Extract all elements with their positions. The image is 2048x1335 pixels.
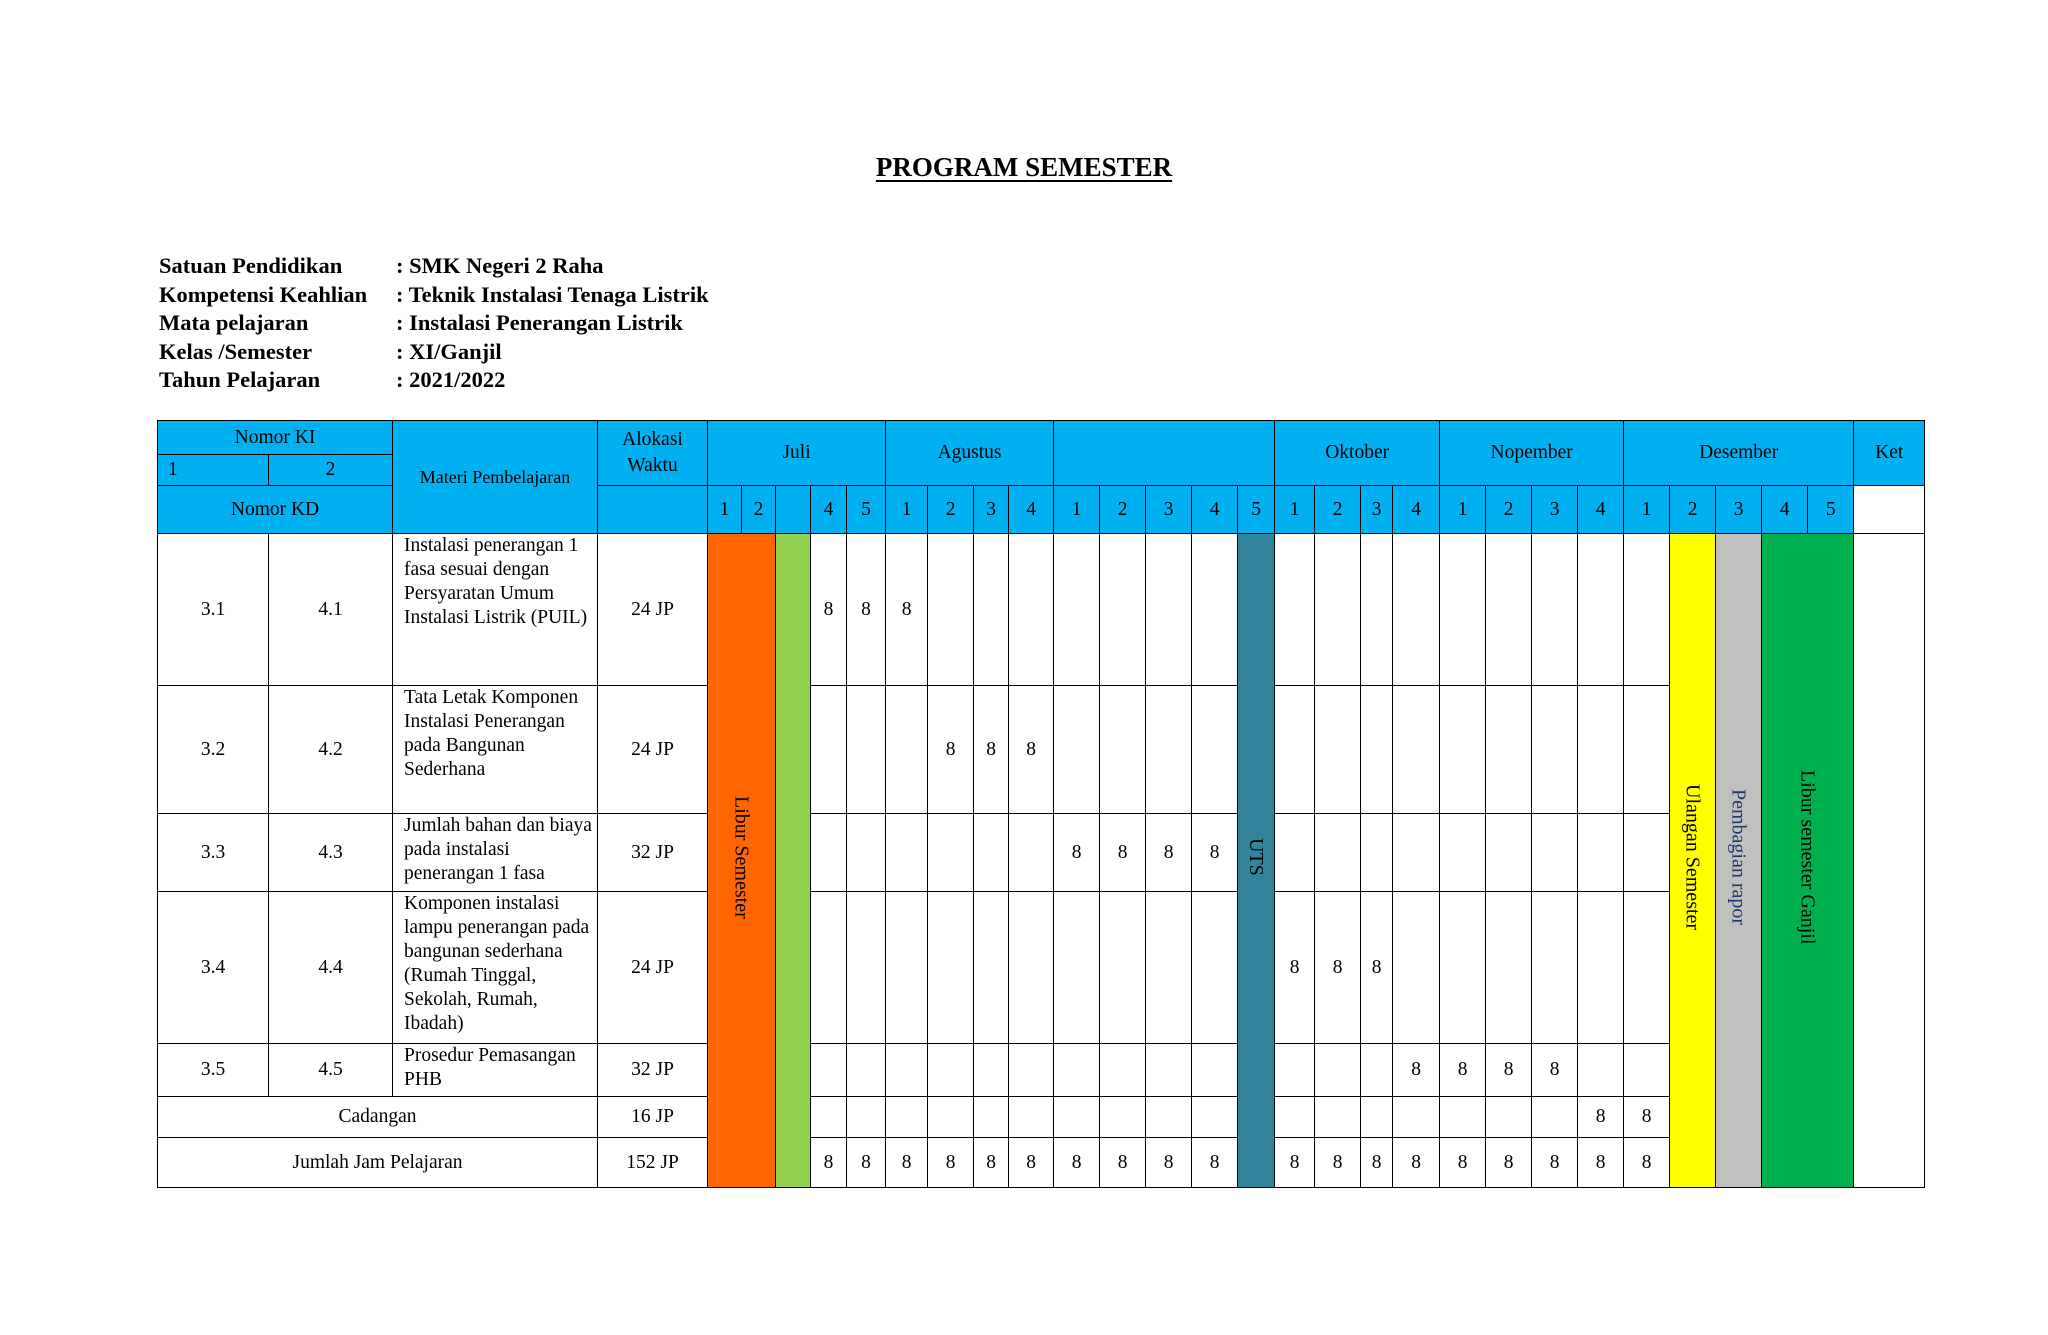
week-cell xyxy=(1624,1044,1670,1097)
week-cell: 8 xyxy=(1440,1138,1486,1188)
week-cell: 8 xyxy=(811,1138,847,1188)
week-cell xyxy=(1100,1097,1146,1138)
materi-text: Jumlah bahan dan biaya pada instalasi penerangan 1 fasa xyxy=(393,814,598,892)
table-row xyxy=(158,1044,1925,1097)
week-cell xyxy=(1361,814,1393,892)
week-cell: 8 xyxy=(1361,1138,1393,1188)
info-value: : 2021/2022 xyxy=(396,367,506,392)
week-cell xyxy=(1146,686,1192,814)
info-label: Kompetensi Keahlian xyxy=(159,281,368,307)
identity-block xyxy=(159,252,709,395)
week-cell xyxy=(1054,1097,1100,1138)
week-cell xyxy=(1532,814,1578,892)
week-cell: 8 xyxy=(847,534,886,686)
page-title xyxy=(0,152,2048,183)
week-cell xyxy=(974,1097,1009,1138)
alokasi-value: 24 JP xyxy=(598,892,708,1044)
week-cell xyxy=(928,814,974,892)
ket-header: Ket xyxy=(1854,421,1925,486)
week-cell: 8 xyxy=(1486,1138,1532,1188)
week-cell xyxy=(1440,534,1486,686)
week-cell: 8 xyxy=(1578,1138,1624,1188)
ket-column xyxy=(1854,534,1925,1188)
week-cell xyxy=(886,1044,928,1097)
info-label: Satuan Pendidikan xyxy=(159,253,343,278)
ulangan-semester-label: Ulangan Semester xyxy=(1681,783,1704,931)
month-oktober: Oktober xyxy=(1275,421,1440,486)
week-cell xyxy=(1624,686,1670,814)
week-cell: 8 xyxy=(1192,1138,1238,1188)
week-cell xyxy=(1146,1044,1192,1097)
juli-week3-band xyxy=(776,534,811,1188)
week-cell xyxy=(974,1044,1009,1097)
month-juli: Juli xyxy=(708,421,886,486)
week-cell: 8 xyxy=(974,1138,1009,1188)
week-cell: 8 xyxy=(974,686,1009,814)
week-cell xyxy=(1393,892,1440,1044)
week-cell: 8 xyxy=(1361,892,1393,1044)
week-cell xyxy=(1146,1097,1192,1138)
week-cell xyxy=(1100,1044,1146,1097)
week-cell xyxy=(847,686,886,814)
kd-number: 4.1 xyxy=(269,534,393,686)
week-header: 2 xyxy=(1315,486,1361,534)
week-cell xyxy=(1009,1044,1054,1097)
week-cell xyxy=(1192,534,1238,686)
week-cell xyxy=(1361,534,1393,686)
week-header: 1 xyxy=(1440,486,1486,534)
cadangan-label: Cadangan xyxy=(158,1097,598,1138)
week-cell xyxy=(1054,892,1100,1044)
week-cell xyxy=(886,1097,928,1138)
week-cell xyxy=(974,534,1009,686)
week-cell xyxy=(811,1097,847,1138)
week-cell: 8 xyxy=(1624,1097,1670,1138)
week-header: 4 xyxy=(1393,486,1440,534)
week-cell xyxy=(1315,1097,1361,1138)
week-cell: 8 xyxy=(1440,1044,1486,1097)
week-cell xyxy=(886,892,928,1044)
week-cell xyxy=(1275,1044,1315,1097)
week-cell xyxy=(1361,1097,1393,1138)
week-cell xyxy=(1578,1044,1624,1097)
pembagian-rapor-label: Pembagian rapor xyxy=(1727,788,1750,926)
info-row xyxy=(159,338,709,367)
info-label: Tahun Pelajaran xyxy=(159,367,321,392)
week-cell xyxy=(1393,1097,1440,1138)
week-cell xyxy=(1146,892,1192,1044)
alokasi-value: 32 JP xyxy=(598,814,708,892)
week-cell xyxy=(928,1097,974,1138)
week-header: 5 xyxy=(847,486,886,534)
week-cell xyxy=(811,686,847,814)
week-cell: 8 xyxy=(1532,1044,1578,1097)
week-cell xyxy=(1578,686,1624,814)
week-cell xyxy=(1532,534,1578,686)
nomor-ki-header: Nomor KI xyxy=(158,421,393,455)
nomor-kd-header: Nomor KD xyxy=(158,486,393,534)
week-cell xyxy=(811,892,847,1044)
week-header: 4 xyxy=(811,486,847,534)
alokasi-value: 24 JP xyxy=(598,686,708,814)
week-cell xyxy=(811,1044,847,1097)
ki-number: 3.2 xyxy=(158,686,269,814)
kd-number: 4.5 xyxy=(269,1044,393,1097)
week-header: 1 xyxy=(1624,486,1670,534)
kd-number: 4.3 xyxy=(269,814,393,892)
materi-text: Prosedur Pemasangan PHB xyxy=(393,1044,598,1097)
week-cell xyxy=(886,814,928,892)
info-row xyxy=(159,281,709,310)
week-cell: 8 xyxy=(928,686,974,814)
week-header: 2 xyxy=(1100,486,1146,534)
week-cell xyxy=(1393,814,1440,892)
week-cell: 8 xyxy=(1393,1044,1440,1097)
month-agustus: Agustus xyxy=(886,421,1054,486)
week-cell xyxy=(811,814,847,892)
week-cell xyxy=(1315,534,1361,686)
week-header: 3 xyxy=(1361,486,1393,534)
week-cell xyxy=(1275,534,1315,686)
week-cell: 8 xyxy=(928,1138,974,1188)
week-cell: 8 xyxy=(1146,814,1192,892)
week-cell xyxy=(847,1044,886,1097)
week-cell xyxy=(1275,1097,1315,1138)
info-row xyxy=(159,252,709,281)
week-cell xyxy=(1486,534,1532,686)
week-cell: 8 xyxy=(1009,686,1054,814)
ki-2-header: 2 xyxy=(269,455,393,486)
ket-blank xyxy=(1854,486,1925,534)
week-cell: 8 xyxy=(1054,1138,1100,1188)
week-cell xyxy=(1315,814,1361,892)
table-row xyxy=(158,1097,1925,1138)
week-cell xyxy=(1578,534,1624,686)
pembagian-rapor-band xyxy=(1716,534,1762,1188)
jumlah-label: Jumlah Jam Pelajaran xyxy=(158,1138,598,1188)
week-cell xyxy=(1009,534,1054,686)
week-header: 4 xyxy=(1578,486,1624,534)
week-header: 4 xyxy=(1009,486,1054,534)
week-cell xyxy=(1192,1097,1238,1138)
week-header: 1 xyxy=(1275,486,1315,534)
week-cell xyxy=(1275,814,1315,892)
ki-number: 3.4 xyxy=(158,892,269,1044)
week-cell xyxy=(1100,892,1146,1044)
week-cell xyxy=(1315,1044,1361,1097)
week-header: 1 xyxy=(708,486,742,534)
week-cell: 8 xyxy=(1275,892,1315,1044)
alokasi-value: 152 JP xyxy=(598,1138,708,1188)
week-cell: 8 xyxy=(1146,1138,1192,1188)
week-cell: 8 xyxy=(1532,1138,1578,1188)
materi-text: Komponen instalasi lampu penerangan pada bangunan sederhana (Rumah Tinggal, Sekolah, Rumah, Ibadah) xyxy=(393,892,598,1044)
week-cell xyxy=(1192,1044,1238,1097)
week-cell xyxy=(1486,1097,1532,1138)
alokasi-sub-blank xyxy=(598,486,708,534)
table-row xyxy=(158,892,1925,1044)
week-cell: 8 xyxy=(811,534,847,686)
week-cell xyxy=(1532,686,1578,814)
week-cell xyxy=(1578,814,1624,892)
week-cell xyxy=(1532,1097,1578,1138)
ki-1-header: 1 xyxy=(158,455,269,486)
materi-text: Tata Letak Komponen Instalasi Penerangan pada Bangunan Sederhana xyxy=(393,686,598,814)
week-cell: 8 xyxy=(1009,1138,1054,1188)
materi-header: Materi Pembelajaran xyxy=(393,421,598,534)
week-cell xyxy=(1054,686,1100,814)
week-header: 5 xyxy=(1238,486,1275,534)
week-cell xyxy=(1009,892,1054,1044)
alokasi-value: 32 JP xyxy=(598,1044,708,1097)
week-cell xyxy=(886,686,928,814)
semester-program-table xyxy=(157,420,1925,1188)
week-cell xyxy=(1486,686,1532,814)
week-header: 3 xyxy=(1716,486,1762,534)
table-row xyxy=(158,686,1925,814)
week-cell xyxy=(1361,686,1393,814)
alokasi-value: 16 JP xyxy=(598,1097,708,1138)
week-cell xyxy=(1624,892,1670,1044)
info-label: Kelas /Semester xyxy=(159,338,313,364)
week-cell xyxy=(1440,1097,1486,1138)
week-cell: 8 xyxy=(1315,1138,1361,1188)
table-row xyxy=(158,1138,1925,1188)
week-cell xyxy=(1100,534,1146,686)
week-cell: 8 xyxy=(1192,814,1238,892)
week-cell: 8 xyxy=(1624,1138,1670,1188)
week-header: 4 xyxy=(1192,486,1238,534)
uts-band xyxy=(1238,534,1275,1188)
week-header: 1 xyxy=(1054,486,1100,534)
week-cell xyxy=(1578,892,1624,1044)
week-cell: 8 xyxy=(1578,1097,1624,1138)
week-cell xyxy=(928,534,974,686)
info-value: : XI/Ganjil xyxy=(396,338,502,364)
week-header: 2 xyxy=(1486,486,1532,534)
week-cell: 8 xyxy=(1393,1138,1440,1188)
week-cell xyxy=(1393,534,1440,686)
week-header: 2 xyxy=(1670,486,1716,534)
info-value: : SMK Negeri 2 Raha xyxy=(396,253,604,278)
page-title-text: PROGRAM SEMESTER xyxy=(875,152,1173,182)
ki-number: 3.1 xyxy=(158,534,269,686)
week-header: 5 xyxy=(1808,486,1854,534)
week-cell xyxy=(1192,892,1238,1044)
week-cell xyxy=(1009,1097,1054,1138)
info-row xyxy=(159,309,709,338)
week-cell xyxy=(1440,814,1486,892)
month-desember: Desember xyxy=(1624,421,1854,486)
week-cell xyxy=(1054,534,1100,686)
week-cell xyxy=(1275,686,1315,814)
week-header xyxy=(776,486,811,534)
alokasi-value: 24 JP xyxy=(598,534,708,686)
uts-label: UTS xyxy=(1245,838,1268,876)
table-row xyxy=(158,534,1925,686)
week-cell xyxy=(1486,814,1532,892)
ki-number: 3.5 xyxy=(158,1044,269,1097)
week-header: 3 xyxy=(1532,486,1578,534)
materi-text: Instalasi penerangan 1 fasa sesuai dengan Persyaratan Umum Instalasi Listrik (PUIL) xyxy=(393,534,598,686)
week-cell xyxy=(1440,892,1486,1044)
week-cell xyxy=(1009,814,1054,892)
week-cell xyxy=(1054,1044,1100,1097)
alokasi-header: Alokasi Waktu xyxy=(598,421,708,486)
month-blank xyxy=(1054,421,1275,486)
table-row xyxy=(158,814,1925,892)
info-row xyxy=(159,366,709,395)
week-cell: 8 xyxy=(847,1138,886,1188)
week-cell: 8 xyxy=(886,534,928,686)
week-cell xyxy=(847,1097,886,1138)
week-header: 2 xyxy=(742,486,776,534)
week-header: 1 xyxy=(886,486,928,534)
kd-number: 4.2 xyxy=(269,686,393,814)
ulangan-semester-band xyxy=(1670,534,1716,1188)
info-value: : Instalasi Penerangan Listrik xyxy=(396,310,683,335)
week-cell xyxy=(928,892,974,1044)
month-nopember: Nopember xyxy=(1440,421,1624,486)
week-cell xyxy=(1361,1044,1393,1097)
week-cell xyxy=(1624,534,1670,686)
libur-semester-ganjil-label: Libur semester Ganjil xyxy=(1796,769,1819,945)
info-value: : Teknik Instalasi Tenaga Listrik xyxy=(396,281,709,307)
week-cell xyxy=(974,814,1009,892)
week-cell xyxy=(1486,892,1532,1044)
week-cell: 8 xyxy=(1315,892,1361,1044)
week-cell: 8 xyxy=(886,1138,928,1188)
ki-number: 3.3 xyxy=(158,814,269,892)
week-header: 3 xyxy=(974,486,1009,534)
week-cell xyxy=(1192,686,1238,814)
week-cell xyxy=(928,1044,974,1097)
week-cell xyxy=(847,892,886,1044)
week-header: 4 xyxy=(1762,486,1808,534)
week-cell xyxy=(1624,814,1670,892)
week-header: 3 xyxy=(1146,486,1192,534)
week-cell xyxy=(1100,686,1146,814)
week-header: 2 xyxy=(928,486,974,534)
info-label: Mata pelajaran xyxy=(159,310,309,335)
week-cell: 8 xyxy=(1100,1138,1146,1188)
week-cell xyxy=(1532,892,1578,1044)
kd-number: 4.4 xyxy=(269,892,393,1044)
libur-semester-band xyxy=(708,534,776,1188)
week-cell: 8 xyxy=(1275,1138,1315,1188)
libur-semester-ganjil-band xyxy=(1762,534,1854,1188)
week-cell: 8 xyxy=(1054,814,1100,892)
week-cell xyxy=(1315,686,1361,814)
week-cell: 8 xyxy=(1100,814,1146,892)
week-cell xyxy=(1146,534,1192,686)
week-cell xyxy=(1440,686,1486,814)
week-cell xyxy=(974,892,1009,1044)
week-cell: 8 xyxy=(1486,1044,1532,1097)
libur-semester-label: Libur Semester xyxy=(730,795,753,919)
week-cell xyxy=(1393,686,1440,814)
week-cell xyxy=(847,814,886,892)
